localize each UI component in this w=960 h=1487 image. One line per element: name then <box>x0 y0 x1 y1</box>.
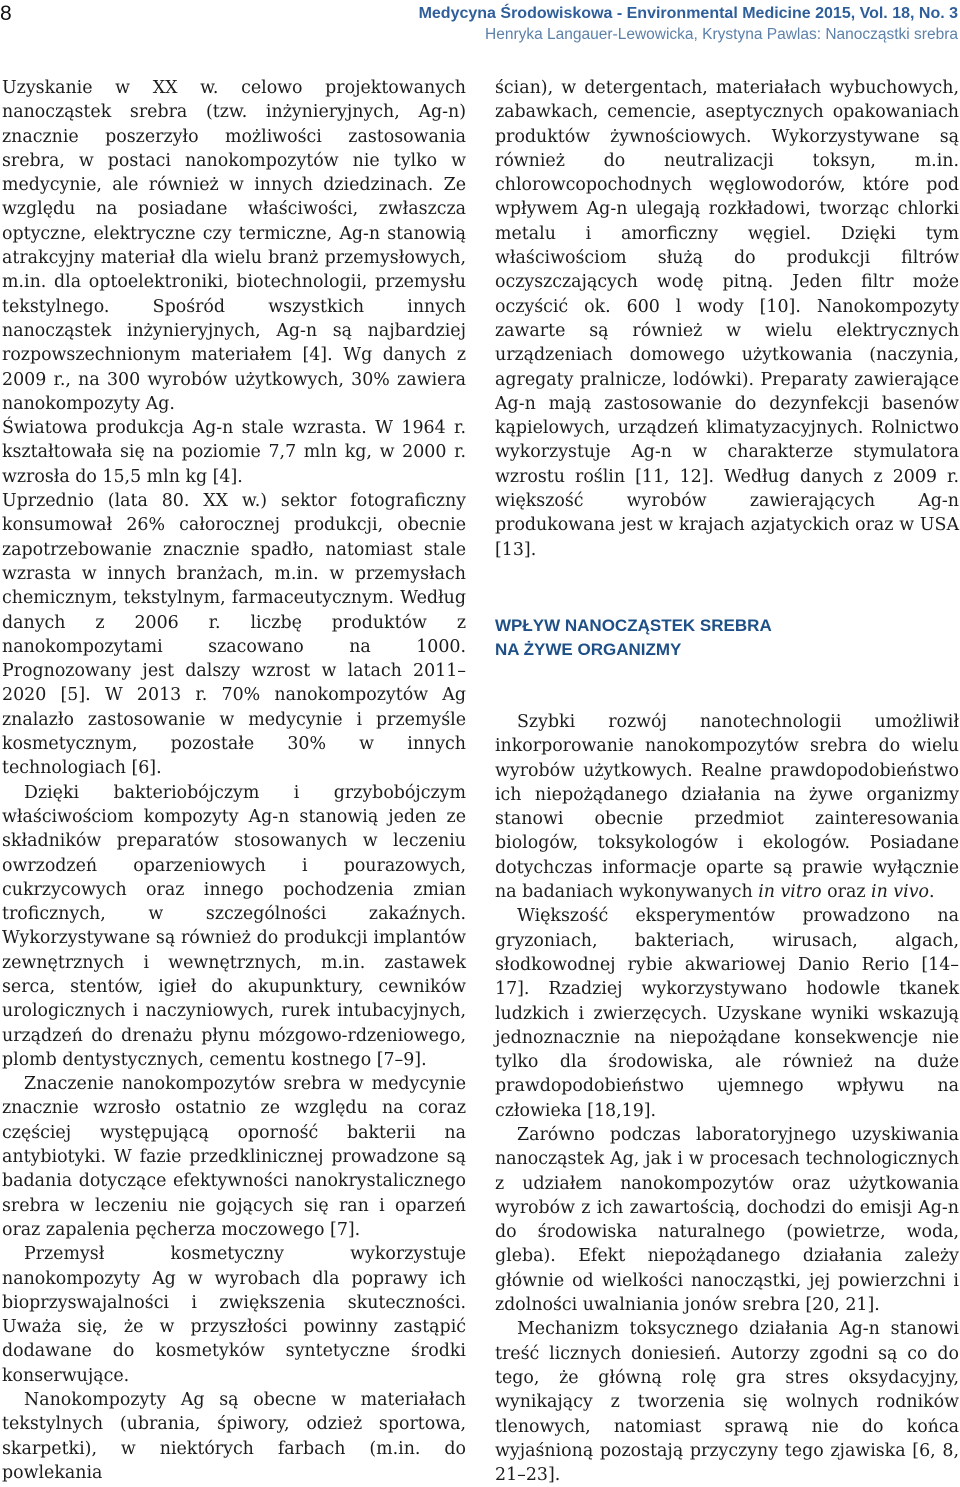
section-heading <box>495 614 959 662</box>
paragraph-intro-serif: Uzyskanie w XX w. celowo projektowanych nanocząstek srebra (tzw. inżynieryjnych, Ag-n) znacznie poszerzyło możliwości zastosowania srebra, w postaci nanokompozytów nie tylko w medycynie, ale również w innych dziedzinach. Ze względu na posiadane właściwości, zwłaszcza optyczne, elektryczne czy termiczne, Ag-n stanowią atrakcyjny materiał dla wielu branż przemysłowych, m.in. dla optoelektroniki, biotechnologii, przemysłu tekstylnego. Spośród wszystkich innych nanocząstek inżynieryjnych, Ag-n są najbardziej rozpowszechnionym materiałem [4]. Wg danych z 2009 r., na 300 wyrobów użytkowych, 30% zawiera nanokompozyty Ag. <box>2 78 466 414</box>
text-pre: Szybki rozwój nanotechnologii umożliwił inkorporowanie nanokompozytów srebra do wielu wyrobów użytkowych. Realne prawdopodobieństwo ich niepożądanego działania na żywe organizmy stanowi obecnie przedmiot zainteresowania biologów, toksykologów i ekologów. Posiadane dotychczas informacje oparte są prawie wyłącznie na badaniach wykonywanych <box>495 711 959 903</box>
text-post: . <box>929 882 935 903</box>
paragraph-emission: Zarówno podczas laboratoryjnego uzyskiwania nanocząstek Ag, jak i w procesach technologicznych z udziałem nanokompozytów oraz użytkowania wyrobów z ich zawartością, dochodzi do emisji Ag-n do środowiska naturalnego (powietrze, woda, gleba). Efekt niepożądanego działania zależy głównie od wielkości nanocząstki, jej powierzchni i zdolności uwalniania jonów srebra [20, 21]. <box>495 1124 959 1316</box>
running-header <box>419 3 958 45</box>
left-column <box>2 76 466 1485</box>
term-in-vitro: in vitro <box>758 882 822 903</box>
journal-title: Medycyna Środowiskowa - Environmental Medicine 2015, Vol. 18, No. 3 <box>418 5 958 22</box>
section-heading-line-2: NA ŻYWE ORGANIZMY <box>495 639 682 659</box>
page-number: 8 <box>0 2 12 25</box>
paragraph-cosmetics: Przemysł kosmetyczny wykorzystuje nanokompozyty Ag w wyrobach dla poprawy ich bioprzyswajalności i zwiększenia skuteczności. Uważa się, że w przyszłości powinny zastąpić dodawane do kosmetyków syntetyczne środki konserwujące. <box>2 1244 466 1386</box>
paragraph-production: Światowa produkcja Ag-n stale wzrasta. W 1964 r. kształtowała się na poziomie 7,7 mln kg, w 2000 r. wzrosła do 15,5 mln kg [4]. <box>2 418 466 487</box>
paragraph-medical-uses: Dzięki bakteriobójczym i grzybobójczym właściwościom kompozyty Ag-n stanowią jeden ze składników preparatów stosowanych w leczeniu owrzodzeń oparzeniowych i pourazowych, cukrzycowych oraz innego pochodzenia zmian troficznych, w szczególności zakaźnych. Wykorzystywane są również do produkcji implantów zewnętrznych i wewnętrznych, m.in. zastawek serca, stentów, igieł do akupunktury, cewników urologicznych i naczyniowych, rurek intubacyjnych, urządzeń do drenażu płynu mózgowo-rdzeniowego, plomb dentystycznych, cementu kostnego [7–9]. <box>2 782 466 1070</box>
paragraph-intro <box>2 76 466 416</box>
right-column <box>495 76 959 1487</box>
section-heading-line-1: WPŁYW NANOCZĄSTEK SREBRA <box>495 615 772 635</box>
paragraph-toxicity-mechanism: Mechanizm toksycznego działania Ag-n stanowi treść licznych doniesień. Autorzy zgodni są co do tego, że główną rolę gra stres oksydacyjny, wynikający z tworzenia się wolnych rodników tlenowych, natomiast sprawą nie do końca wyjaśnioną pozostają przyczyny tego zjawiska [6, 8, 21–23]. <box>495 1319 959 1486</box>
text-mid: oraz <box>821 882 872 903</box>
paragraph-nanotech-development <box>495 710 959 904</box>
paragraph-photography: Uprzednio (lata 80. XX w.) sektor fotograficzny konsumował 26% całorocznej produkcji, obecnie zapotrzebowanie znacznie spadło, natomiast stale wzrasta w innych branżach, m.in. w przemysłach chemicznym, tekstylnym, farmaceutycznym. Według danych z 2006 r. liczbę produktów z nanokompozytami szacowano na 1000. Prognozowany jest dalszy wzrost w latach 2011–2020 [5]. W 2013 r. 70% nanokompozytów Ag znalazło zastosowanie w medycynie i przemyśle kosmetycznym, pozostałe 30% w innych technologiach [6]. <box>2 491 466 779</box>
paragraph-experiments: Większość eksperymentów prowadzono na gryzoniach, bakteriach, wirusach, algach, słodkowodnej rybie akwariowej Danio Rerio [14–17]. Rzadziej wykorzystywano hodowle tkanek ludzkich i zwierzęcych. Uzyskane wyniki wskazują jednoznacznie na niepożądane konsekwencje nie tylko dla środowiska, ale również na duże prawdopodobieństwo ujemnego wpływu na człowieka [18,19]. <box>495 906 959 1121</box>
term-in-vivo: in vivo <box>871 882 929 903</box>
article-authors-title: Henryka Langauer-Lewowicka, Krystyna Pawlas: Nanocząstki srebra <box>485 26 958 43</box>
paragraph-textiles: Nanokompozyty Ag są obecne w materiałach tekstylnych (ubrania, śpiwory, odzież sportowa, skarpetki), w niektórych farbach (m.in. do powlekania <box>2 1390 466 1483</box>
paragraph-antibiotic-resistance: Znaczenie nanokompozytów srebra w medycynie znacznie wzrosło ostatnio ze względu na coraz częściej występującą oporność bakterii na antybiotyki. W fazie przedklinicznej prowadzone są badania dotyczące efektywności nanokrystalicznego srebra w leczeniu nie gojących się ran i oparzeń oraz zapalenia pęcherza moczowego [7]. <box>2 1074 466 1240</box>
paragraph-continued-uses: ścian), w detergentach, materiałach wybuchowych, zabawkach, cemencie, aseptycznych opakowaniach produktów żywnościowych. Wykorzystywane są również do neutralizacji toksyn, m.in. chlorowcopochodnych węglowodorów, które pod wpływem Ag-n ulegają rozkładowi, tworząc chlorki metalu i amorficzny węgiel. Dzięki tym właściwościom służą do produkcji filtrów oczyszczających wodę pitną. Jeden filtr może oczyścić ok. 600 l wody [10]. Nanokompozyty zawarte są również w wielu elektrycznych urządzeniach domowego użytkowania (naczynia, agregaty pralnicze, lodówki). Preparaty zawierające Ag-n mają zastosowanie do dezynfekcji basenów kąpielowych, urządzeń klimatyzacyjnych. Rolnictwo wykorzystuje Ag-n w charakterze stymulatora wzrostu roślin [11, 12]. Według danych z 2009 r. większość wyrobów zawierających Ag-n produkowana jest w krajach azjatyckich oraz w USA [13]. <box>495 78 959 560</box>
